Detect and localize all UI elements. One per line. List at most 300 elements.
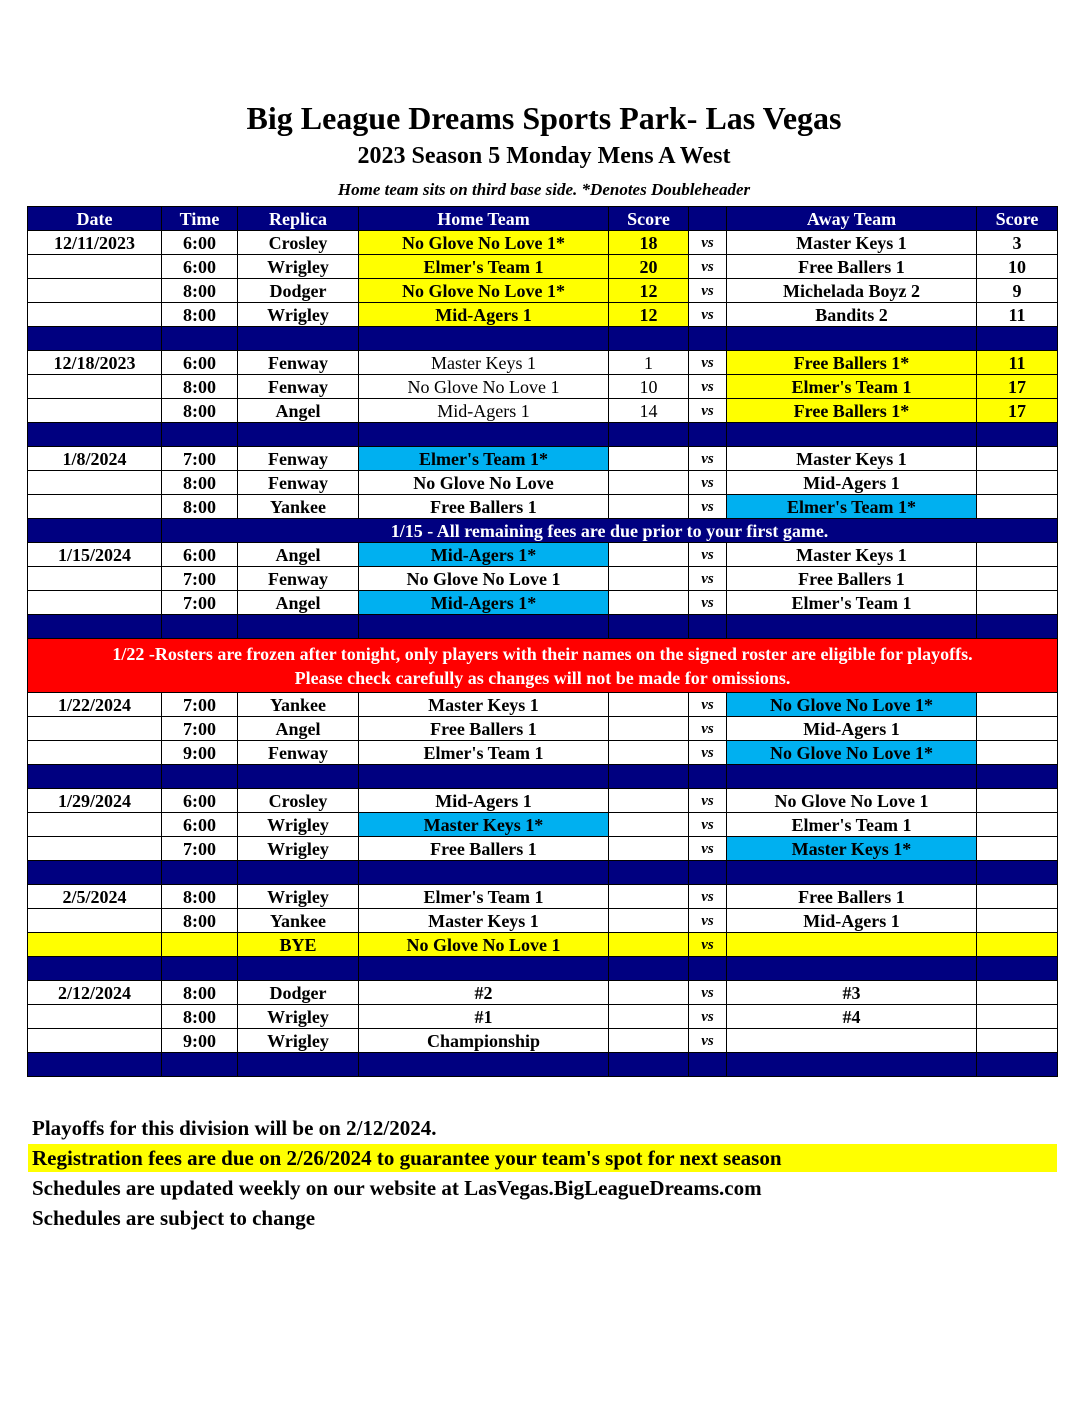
replica-cell: Fenway (238, 567, 359, 591)
vs-cell: vs (689, 231, 727, 255)
vs-cell: vs (689, 837, 727, 861)
replica-cell: Angel (238, 543, 359, 567)
date-cell: 2/5/2024 (28, 885, 162, 909)
separator-cell (238, 765, 359, 789)
separator-cell (727, 423, 977, 447)
separator-row (28, 423, 1058, 447)
game-row (28, 471, 1058, 495)
vs-cell: vs (689, 255, 727, 279)
separator-cell (238, 957, 359, 981)
replica-cell: Fenway (238, 471, 359, 495)
separator-cell (977, 423, 1058, 447)
separator-cell (28, 861, 162, 885)
home-team-cell: Master Keys 1 (359, 351, 609, 375)
replica-cell: Crosley (238, 231, 359, 255)
game-row (28, 399, 1058, 423)
time-cell: 6:00 (162, 789, 238, 813)
vs-cell: vs (689, 447, 727, 471)
away-score-cell: 11 (977, 351, 1058, 375)
footer-website: Schedules are updated weekly on our website at LasVegas.BigLeagueDreams.com (32, 1176, 762, 1200)
game-row (28, 717, 1058, 741)
separator-cell (727, 765, 977, 789)
replica-cell: Crosley (238, 789, 359, 813)
separator-cell (359, 327, 609, 351)
separator-cell (162, 861, 238, 885)
away-team-cell: Elmer's Team 1 (727, 813, 977, 837)
separator-cell (689, 615, 727, 639)
date-cell: 1/15/2024 (28, 543, 162, 567)
separator-cell (727, 861, 977, 885)
vs-cell: vs (689, 279, 727, 303)
away-score-cell (977, 471, 1058, 495)
vs-cell: vs (689, 1029, 727, 1053)
away-score-cell: 10 (977, 255, 1058, 279)
separator-cell (162, 1053, 238, 1077)
home-team-cell: Master Keys 1 (359, 693, 609, 717)
time-cell: 6:00 (162, 351, 238, 375)
home-score-cell: 12 (609, 303, 689, 327)
date-cell (28, 741, 162, 765)
footer-change: Schedules are subject to change (32, 1206, 316, 1230)
game-row (28, 495, 1058, 519)
replica-cell: Angel (238, 591, 359, 615)
date-cell (28, 303, 162, 327)
game-row (28, 741, 1058, 765)
replica-cell: Fenway (238, 741, 359, 765)
away-team-cell: Master Keys 1 (727, 231, 977, 255)
date-cell (28, 837, 162, 861)
away-score-cell (977, 741, 1058, 765)
away-team-cell: Mid-Agers 1 (727, 717, 977, 741)
home-team-cell: Mid-Agers 1 (359, 303, 609, 327)
time-cell: 7:00 (162, 837, 238, 861)
notice-row (28, 519, 1058, 543)
roster-alert-line: 1/22 -Rosters are frozen after tonight, only players with their names on the signed roster are eligible for playoffs. (112, 643, 973, 664)
away-score-cell (977, 591, 1058, 615)
separator-cell (359, 615, 609, 639)
home-score-cell: 10 (609, 375, 689, 399)
date-cell: 2/12/2024 (28, 981, 162, 1005)
time-cell: 6:00 (162, 543, 238, 567)
vs-cell: vs (689, 567, 727, 591)
away-team-cell: #4 (727, 1005, 977, 1029)
game-row (28, 375, 1058, 399)
away-score-cell: 11 (977, 303, 1058, 327)
date-cell (28, 1005, 162, 1029)
away-team-cell (727, 933, 977, 957)
away-team-cell: Mid-Agers 1 (727, 471, 977, 495)
away-score-cell (977, 543, 1058, 567)
away-score-cell (977, 837, 1058, 861)
roster-alert-row (28, 639, 1058, 693)
separator-cell (689, 957, 727, 981)
header-away-team: Away Team (727, 207, 977, 231)
roster-alert (28, 639, 1058, 693)
home-team-cell: Master Keys 1* (359, 813, 609, 837)
away-team-cell: Michelada Boyz 2 (727, 279, 977, 303)
date-cell (28, 471, 162, 495)
away-score-cell (977, 981, 1058, 1005)
page-subtitle: 2023 Season 5 Monday Mens A West (357, 143, 731, 169)
separator-cell (609, 423, 689, 447)
replica-cell: Fenway (238, 447, 359, 471)
home-score-cell (609, 909, 689, 933)
game-row (28, 351, 1058, 375)
away-score-cell (977, 789, 1058, 813)
time-cell: 8:00 (162, 909, 238, 933)
separator-cell (609, 1053, 689, 1077)
replica-cell: Yankee (238, 909, 359, 933)
vs-cell: vs (689, 933, 727, 957)
time-cell: 7:00 (162, 591, 238, 615)
separator-cell (609, 327, 689, 351)
separator-cell (28, 957, 162, 981)
date-cell (28, 279, 162, 303)
away-team-cell: Free Ballers 1* (727, 399, 977, 423)
separator-cell (689, 861, 727, 885)
date-cell (28, 717, 162, 741)
away-score-cell (977, 1029, 1058, 1053)
date-cell: 12/18/2023 (28, 351, 162, 375)
home-team-cell: Elmer's Team 1 (359, 741, 609, 765)
separator-cell (28, 519, 162, 543)
home-score-cell (609, 885, 689, 909)
date-cell: 1/8/2024 (28, 447, 162, 471)
separator-cell (28, 423, 162, 447)
separator-cell (162, 327, 238, 351)
separator-cell (689, 1053, 727, 1077)
away-score-cell (977, 495, 1058, 519)
game-row (28, 837, 1058, 861)
date-cell: 12/11/2023 (28, 231, 162, 255)
away-score-cell: 9 (977, 279, 1058, 303)
separator-cell (689, 765, 727, 789)
vs-cell: vs (689, 717, 727, 741)
home-team-cell: #1 (359, 1005, 609, 1029)
time-cell: 6:00 (162, 255, 238, 279)
date-cell: 1/29/2024 (28, 789, 162, 813)
game-row (28, 813, 1058, 837)
date-cell (28, 375, 162, 399)
replica-cell: Fenway (238, 375, 359, 399)
date-cell (28, 933, 162, 957)
home-score-cell (609, 837, 689, 861)
header-home-score: Score (609, 207, 689, 231)
home-score-cell (609, 567, 689, 591)
home-team-cell: No Glove No Love 1 (359, 375, 609, 399)
time-cell: 9:00 (162, 741, 238, 765)
game-row (28, 1005, 1058, 1029)
date-cell (28, 495, 162, 519)
home-team-cell: Mid-Agers 1* (359, 543, 609, 567)
away-team-cell: Elmer's Team 1* (727, 495, 977, 519)
separator-cell (689, 327, 727, 351)
separator-cell (359, 1053, 609, 1077)
separator-cell (977, 765, 1058, 789)
replica-cell: Wrigley (238, 885, 359, 909)
separator-cell (238, 1053, 359, 1077)
separator-cell (609, 765, 689, 789)
home-team-cell: No Glove No Love 1* (359, 231, 609, 255)
game-row (28, 1029, 1058, 1053)
home-score-cell (609, 1029, 689, 1053)
header-row (28, 207, 1058, 231)
date-cell: 1/22/2024 (28, 693, 162, 717)
header-time: Time (162, 207, 238, 231)
separator-cell (689, 423, 727, 447)
home-team-cell: No Glove No Love 1 (359, 933, 609, 957)
date-cell (28, 591, 162, 615)
away-team-cell: #3 (727, 981, 977, 1005)
game-row (28, 933, 1058, 957)
separator-cell (727, 615, 977, 639)
separator-row (28, 765, 1058, 789)
home-score-cell (609, 447, 689, 471)
time-cell: 8:00 (162, 981, 238, 1005)
home-team-cell: Master Keys 1 (359, 909, 609, 933)
separator-row (28, 957, 1058, 981)
separator-cell (977, 1053, 1058, 1077)
separator-cell (609, 957, 689, 981)
date-cell (28, 813, 162, 837)
home-team-cell: Elmer's Team 1 (359, 885, 609, 909)
away-team-cell: Free Ballers 1* (727, 351, 977, 375)
separator-cell (359, 957, 609, 981)
home-team-cell: Free Ballers 1 (359, 717, 609, 741)
replica-cell: Yankee (238, 693, 359, 717)
replica-cell: Wrigley (238, 303, 359, 327)
home-team-cell: No Glove No Love (359, 471, 609, 495)
vs-cell: vs (689, 351, 727, 375)
home-team-cell: Mid-Agers 1 (359, 399, 609, 423)
home-team-cell: No Glove No Love 1 (359, 567, 609, 591)
game-row (28, 303, 1058, 327)
separator-row (28, 327, 1058, 351)
separator-cell (977, 861, 1058, 885)
replica-cell: Wrigley (238, 837, 359, 861)
separator-cell (28, 1053, 162, 1077)
away-score-cell: 3 (977, 231, 1058, 255)
vs-cell: vs (689, 543, 727, 567)
separator-cell (977, 615, 1058, 639)
separator-cell (359, 423, 609, 447)
date-cell (28, 909, 162, 933)
separator-cell (162, 615, 238, 639)
away-team-cell: Free Ballers 1 (727, 255, 977, 279)
footer-registration: Registration fees are due on 2/26/2024 to guarantee your team's spot for next season (28, 1144, 1057, 1172)
replica-cell: Wrigley (238, 1029, 359, 1053)
home-score-cell (609, 789, 689, 813)
time-cell: 8:00 (162, 375, 238, 399)
away-score-cell (977, 933, 1058, 957)
header-home-team: Home Team (359, 207, 609, 231)
replica-cell: Wrigley (238, 255, 359, 279)
home-score-cell (609, 471, 689, 495)
vs-cell: vs (689, 495, 727, 519)
separator-cell (238, 327, 359, 351)
home-team-cell: No Glove No Love 1* (359, 279, 609, 303)
game-row (28, 567, 1058, 591)
home-score-cell (609, 933, 689, 957)
game-row (28, 447, 1058, 471)
away-score-cell: 17 (977, 399, 1058, 423)
away-team-cell: No Glove No Love 1 (727, 789, 977, 813)
replica-cell: Wrigley (238, 1005, 359, 1029)
schedule-note: Home team sits on third base side. *Denotes Doubleheader (337, 180, 751, 199)
away-team-cell: No Glove No Love 1* (727, 741, 977, 765)
separator-row (28, 615, 1058, 639)
separator-cell (727, 957, 977, 981)
away-score-cell (977, 717, 1058, 741)
home-score-cell (609, 717, 689, 741)
header-date: Date (28, 207, 162, 231)
home-score-cell (609, 813, 689, 837)
time-cell: 7:00 (162, 693, 238, 717)
away-team-cell: Elmer's Team 1 (727, 375, 977, 399)
date-cell (28, 567, 162, 591)
roster-alert-line: Please check carefully as changes will not be made for omissions. (294, 667, 791, 688)
separator-cell (977, 957, 1058, 981)
away-team-cell: Free Ballers 1 (727, 885, 977, 909)
separator-cell (28, 765, 162, 789)
home-score-cell: 18 (609, 231, 689, 255)
time-cell: 7:00 (162, 567, 238, 591)
game-row (28, 789, 1058, 813)
separator-cell (727, 1053, 977, 1077)
vs-cell: vs (689, 471, 727, 495)
vs-cell: vs (689, 885, 727, 909)
time-cell: 8:00 (162, 1005, 238, 1029)
home-team-cell: #2 (359, 981, 609, 1005)
away-score-cell (977, 693, 1058, 717)
away-score-cell (977, 885, 1058, 909)
replica-cell: Dodger (238, 279, 359, 303)
game-row (28, 981, 1058, 1005)
game-row (28, 231, 1058, 255)
time-cell (162, 933, 238, 957)
vs-cell: vs (689, 981, 727, 1005)
away-score-cell (977, 1005, 1058, 1029)
replica-cell: Wrigley (238, 813, 359, 837)
separator-cell (28, 615, 162, 639)
vs-cell: vs (689, 813, 727, 837)
time-cell: 8:00 (162, 885, 238, 909)
separator-cell (28, 327, 162, 351)
home-team-cell: Free Ballers 1 (359, 837, 609, 861)
home-score-cell: 14 (609, 399, 689, 423)
away-team-cell (727, 1029, 977, 1053)
away-team-cell: Bandits 2 (727, 303, 977, 327)
separator-cell (162, 957, 238, 981)
vs-cell: vs (689, 303, 727, 327)
away-team-cell: Master Keys 1 (727, 447, 977, 471)
away-team-cell: Mid-Agers 1 (727, 909, 977, 933)
separator-cell (359, 861, 609, 885)
home-score-cell (609, 543, 689, 567)
separator-cell (609, 615, 689, 639)
separator-cell (727, 327, 977, 351)
game-row (28, 885, 1058, 909)
home-score-cell (609, 741, 689, 765)
away-score-cell: 17 (977, 375, 1058, 399)
vs-cell: vs (689, 789, 727, 813)
away-score-cell (977, 567, 1058, 591)
replica-cell: Fenway (238, 351, 359, 375)
game-row (28, 255, 1058, 279)
date-cell (28, 255, 162, 279)
footer-playoffs: Playoffs for this division will be on 2/12/2024. (32, 1116, 437, 1140)
game-row (28, 693, 1058, 717)
header-replica: Replica (238, 207, 359, 231)
game-row (28, 909, 1058, 933)
away-team-cell: Elmer's Team 1 (727, 591, 977, 615)
replica-cell: Angel (238, 717, 359, 741)
time-cell: 7:00 (162, 447, 238, 471)
separator-cell (162, 423, 238, 447)
away-score-cell (977, 447, 1058, 471)
home-team-cell: Mid-Agers 1 (359, 789, 609, 813)
separator-row (28, 861, 1058, 885)
away-score-cell (977, 813, 1058, 837)
home-score-cell (609, 981, 689, 1005)
date-cell (28, 1029, 162, 1053)
vs-cell: vs (689, 591, 727, 615)
vs-cell: vs (689, 909, 727, 933)
separator-row (28, 1053, 1058, 1077)
separator-cell (977, 327, 1058, 351)
vs-cell: vs (689, 693, 727, 717)
home-team-cell: Championship (359, 1029, 609, 1053)
game-row (28, 279, 1058, 303)
separator-cell (238, 423, 359, 447)
home-score-cell: 20 (609, 255, 689, 279)
home-team-cell: Elmer's Team 1 (359, 255, 609, 279)
home-score-cell (609, 1005, 689, 1029)
separator-cell (609, 861, 689, 885)
home-team-cell: Free Ballers 1 (359, 495, 609, 519)
away-team-cell: No Glove No Love 1* (727, 693, 977, 717)
home-score-cell (609, 693, 689, 717)
home-score-cell (609, 495, 689, 519)
vs-cell: vs (689, 399, 727, 423)
separator-cell (238, 861, 359, 885)
away-team-cell: Free Ballers 1 (727, 567, 977, 591)
vs-cell: vs (689, 375, 727, 399)
home-team-cell: Mid-Agers 1* (359, 591, 609, 615)
home-score-cell: 12 (609, 279, 689, 303)
header-vs (689, 207, 727, 231)
page-title: Big League Dreams Sports Park- Las Vegas (246, 100, 842, 136)
time-cell: 6:00 (162, 231, 238, 255)
away-score-cell (977, 909, 1058, 933)
away-team-cell: Master Keys 1 (727, 543, 977, 567)
time-cell: 8:00 (162, 471, 238, 495)
time-cell: 8:00 (162, 279, 238, 303)
notice-text: 1/15 - All remaining fees are due prior to your first game. (162, 519, 1058, 543)
separator-cell (162, 765, 238, 789)
home-team-cell: Elmer's Team 1* (359, 447, 609, 471)
time-cell: 8:00 (162, 495, 238, 519)
replica-cell: Yankee (238, 495, 359, 519)
home-score-cell (609, 591, 689, 615)
game-row (28, 543, 1058, 567)
separator-cell (238, 615, 359, 639)
vs-cell: vs (689, 741, 727, 765)
replica-cell: Dodger (238, 981, 359, 1005)
game-row (28, 591, 1058, 615)
away-team-cell: Master Keys 1* (727, 837, 977, 861)
vs-cell: vs (689, 1005, 727, 1029)
